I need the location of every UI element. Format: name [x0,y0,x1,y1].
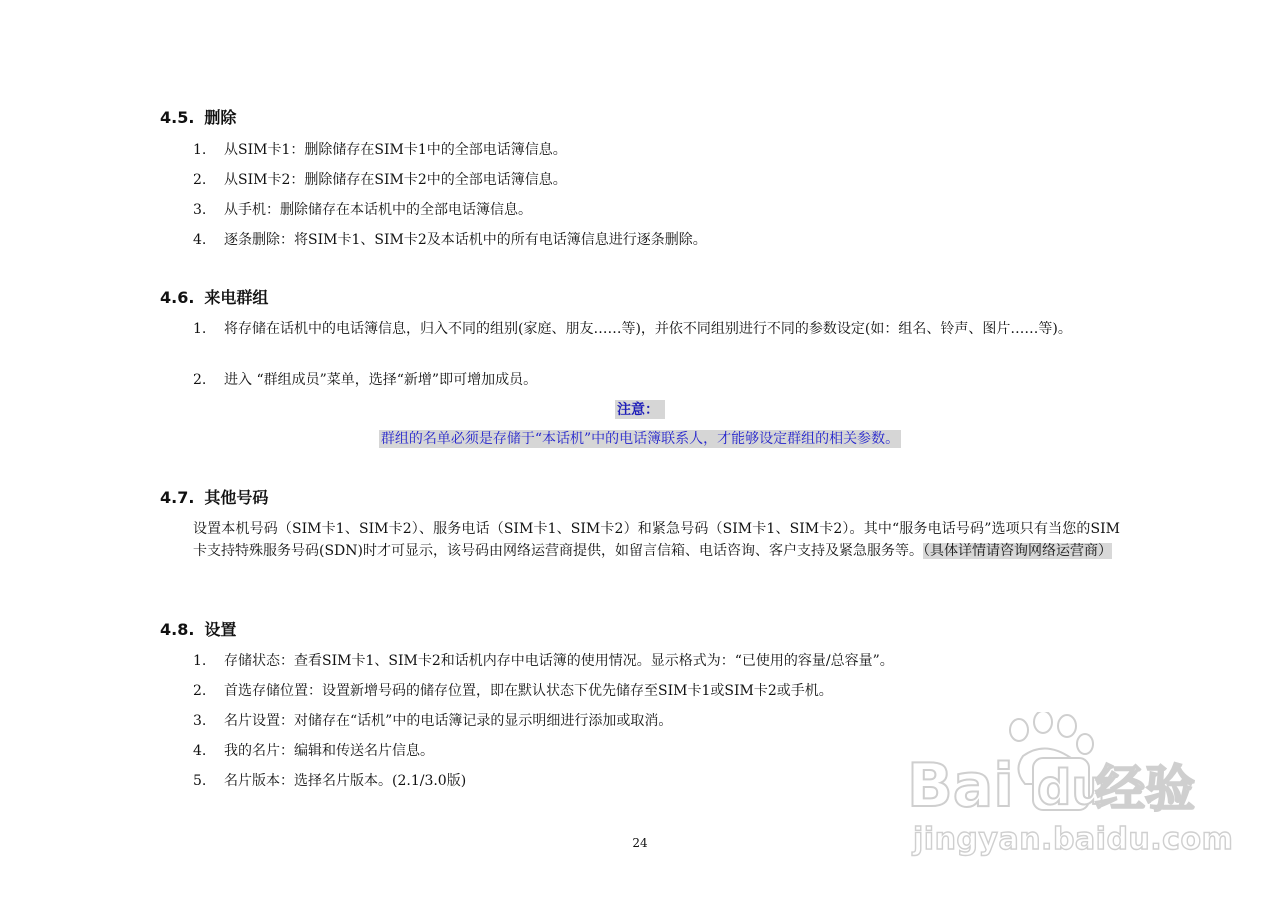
list-item [193,169,1120,191]
section-title: 删除 [204,108,237,127]
section-title: 设置 [204,620,237,639]
list-item-text: 从手机：删除储存在本话机中的全部电话簿信息。 [224,202,532,218]
list-item-number: 2. [193,372,207,388]
svg-text:du: du [1037,760,1106,816]
list-item-text: 存储状态：查看SIM卡1、SIM卡2和话机内存中电话簿的使用情况。显示格式为：“已使用的容量/总容量”。 [224,653,894,669]
list-item-number: 4. [193,743,207,759]
list-item [193,680,1120,702]
note-box [0,429,1280,449]
svg-text:Bai: Bai [907,751,1014,821]
list-item-number: 2. [193,172,207,188]
list-item [193,318,1120,340]
list-item-text: 进入 “群组成员”菜单，选择“新增”即可增加成员。 [224,372,538,388]
list-item-text: 从SIM卡2：删除储存在SIM卡2中的全部电话簿信息。 [224,172,567,188]
list-item-number: 5. [193,773,207,789]
baidu-jingyan-logo [905,712,1215,822]
list-item-text: 逐条删除：将SIM卡1、SIM卡2及本话机中的所有电话簿信息进行逐条删除。 [224,232,707,248]
section-number: 4.8. [160,620,195,639]
section-number: 4.7. [160,488,195,507]
section-heading-4-7 [160,488,268,508]
list-item-text: 从SIM卡1：删除储存在SIM卡1中的全部电话簿信息。 [224,142,567,158]
section-number: 4.5. [160,108,195,127]
list-item-text: 将存储在话机中的电话簿信息，归入不同的组别(家庭、朋友……等)，并依不同组别进行不同的参数设定(如：组名、铃声、图片……等)。 [224,321,1072,337]
list-item [193,229,1120,251]
list-item-text: 首选存储位置：设置新增号码的储存位置，即在默认状态下优先储存至SIM卡1或SIM卡2或手机。 [224,683,833,699]
list-item-text: 名片设置：对储存在“话机”中的电话簿记录的显示明细进行添加或取消。 [224,713,673,729]
section-title: 其他号码 [204,488,269,507]
list-item [193,650,1120,672]
section-heading-4-8 [160,620,236,640]
list-item [193,199,1120,221]
list-item-number: 4. [193,232,207,248]
section-paragraph [193,518,1120,562]
paragraph-text: 设置本机号码（SIM卡1、SIM卡2）、服务电话（SIM卡1、SIM卡2）和紧急号码（SIM卡1、SIM卡2）。其中“服务电话号码”选项只有当您的SIM卡支持特殊服务号码(SDN)时才可显示，该号码由网络运营商提供，如留言信箱、电话咨询、客户支持及紧急服务等。 [193,521,1120,559]
paragraph-highlight: （具体详情请咨询网络运营商） [923,543,1112,559]
list-item-number: 2. [193,683,207,699]
list-item [193,139,1120,161]
watermark-url: jingyan.baidu.com [913,822,1234,857]
note-text: 群组的名单必须是存储于“本话机”中的电话簿联系人，才能够设定群组的相关参数。 [380,431,900,447]
section-heading-4-6 [160,288,268,308]
section-heading-4-5 [160,108,236,128]
section-number: 4.6. [160,288,195,307]
note-title-text: 注意： [615,400,665,419]
list-item-number: 3. [193,713,207,729]
svg-text:经验: 经验 [1095,760,1195,818]
list-item [193,369,1120,391]
list-item-number: 3. [193,202,207,218]
list-item-number: 1. [193,142,207,158]
page-number: 24 [632,836,648,850]
list-item-number: 1. [193,653,207,669]
list-item-number: 1. [193,321,207,337]
note-title [0,400,1280,420]
list-item-text: 我的名片：编辑和传送名片信息。 [224,743,434,759]
section-title: 来电群组 [204,288,269,307]
list-item-text: 名片版本：选择名片版本。(2.1/3.0版) [224,773,467,789]
